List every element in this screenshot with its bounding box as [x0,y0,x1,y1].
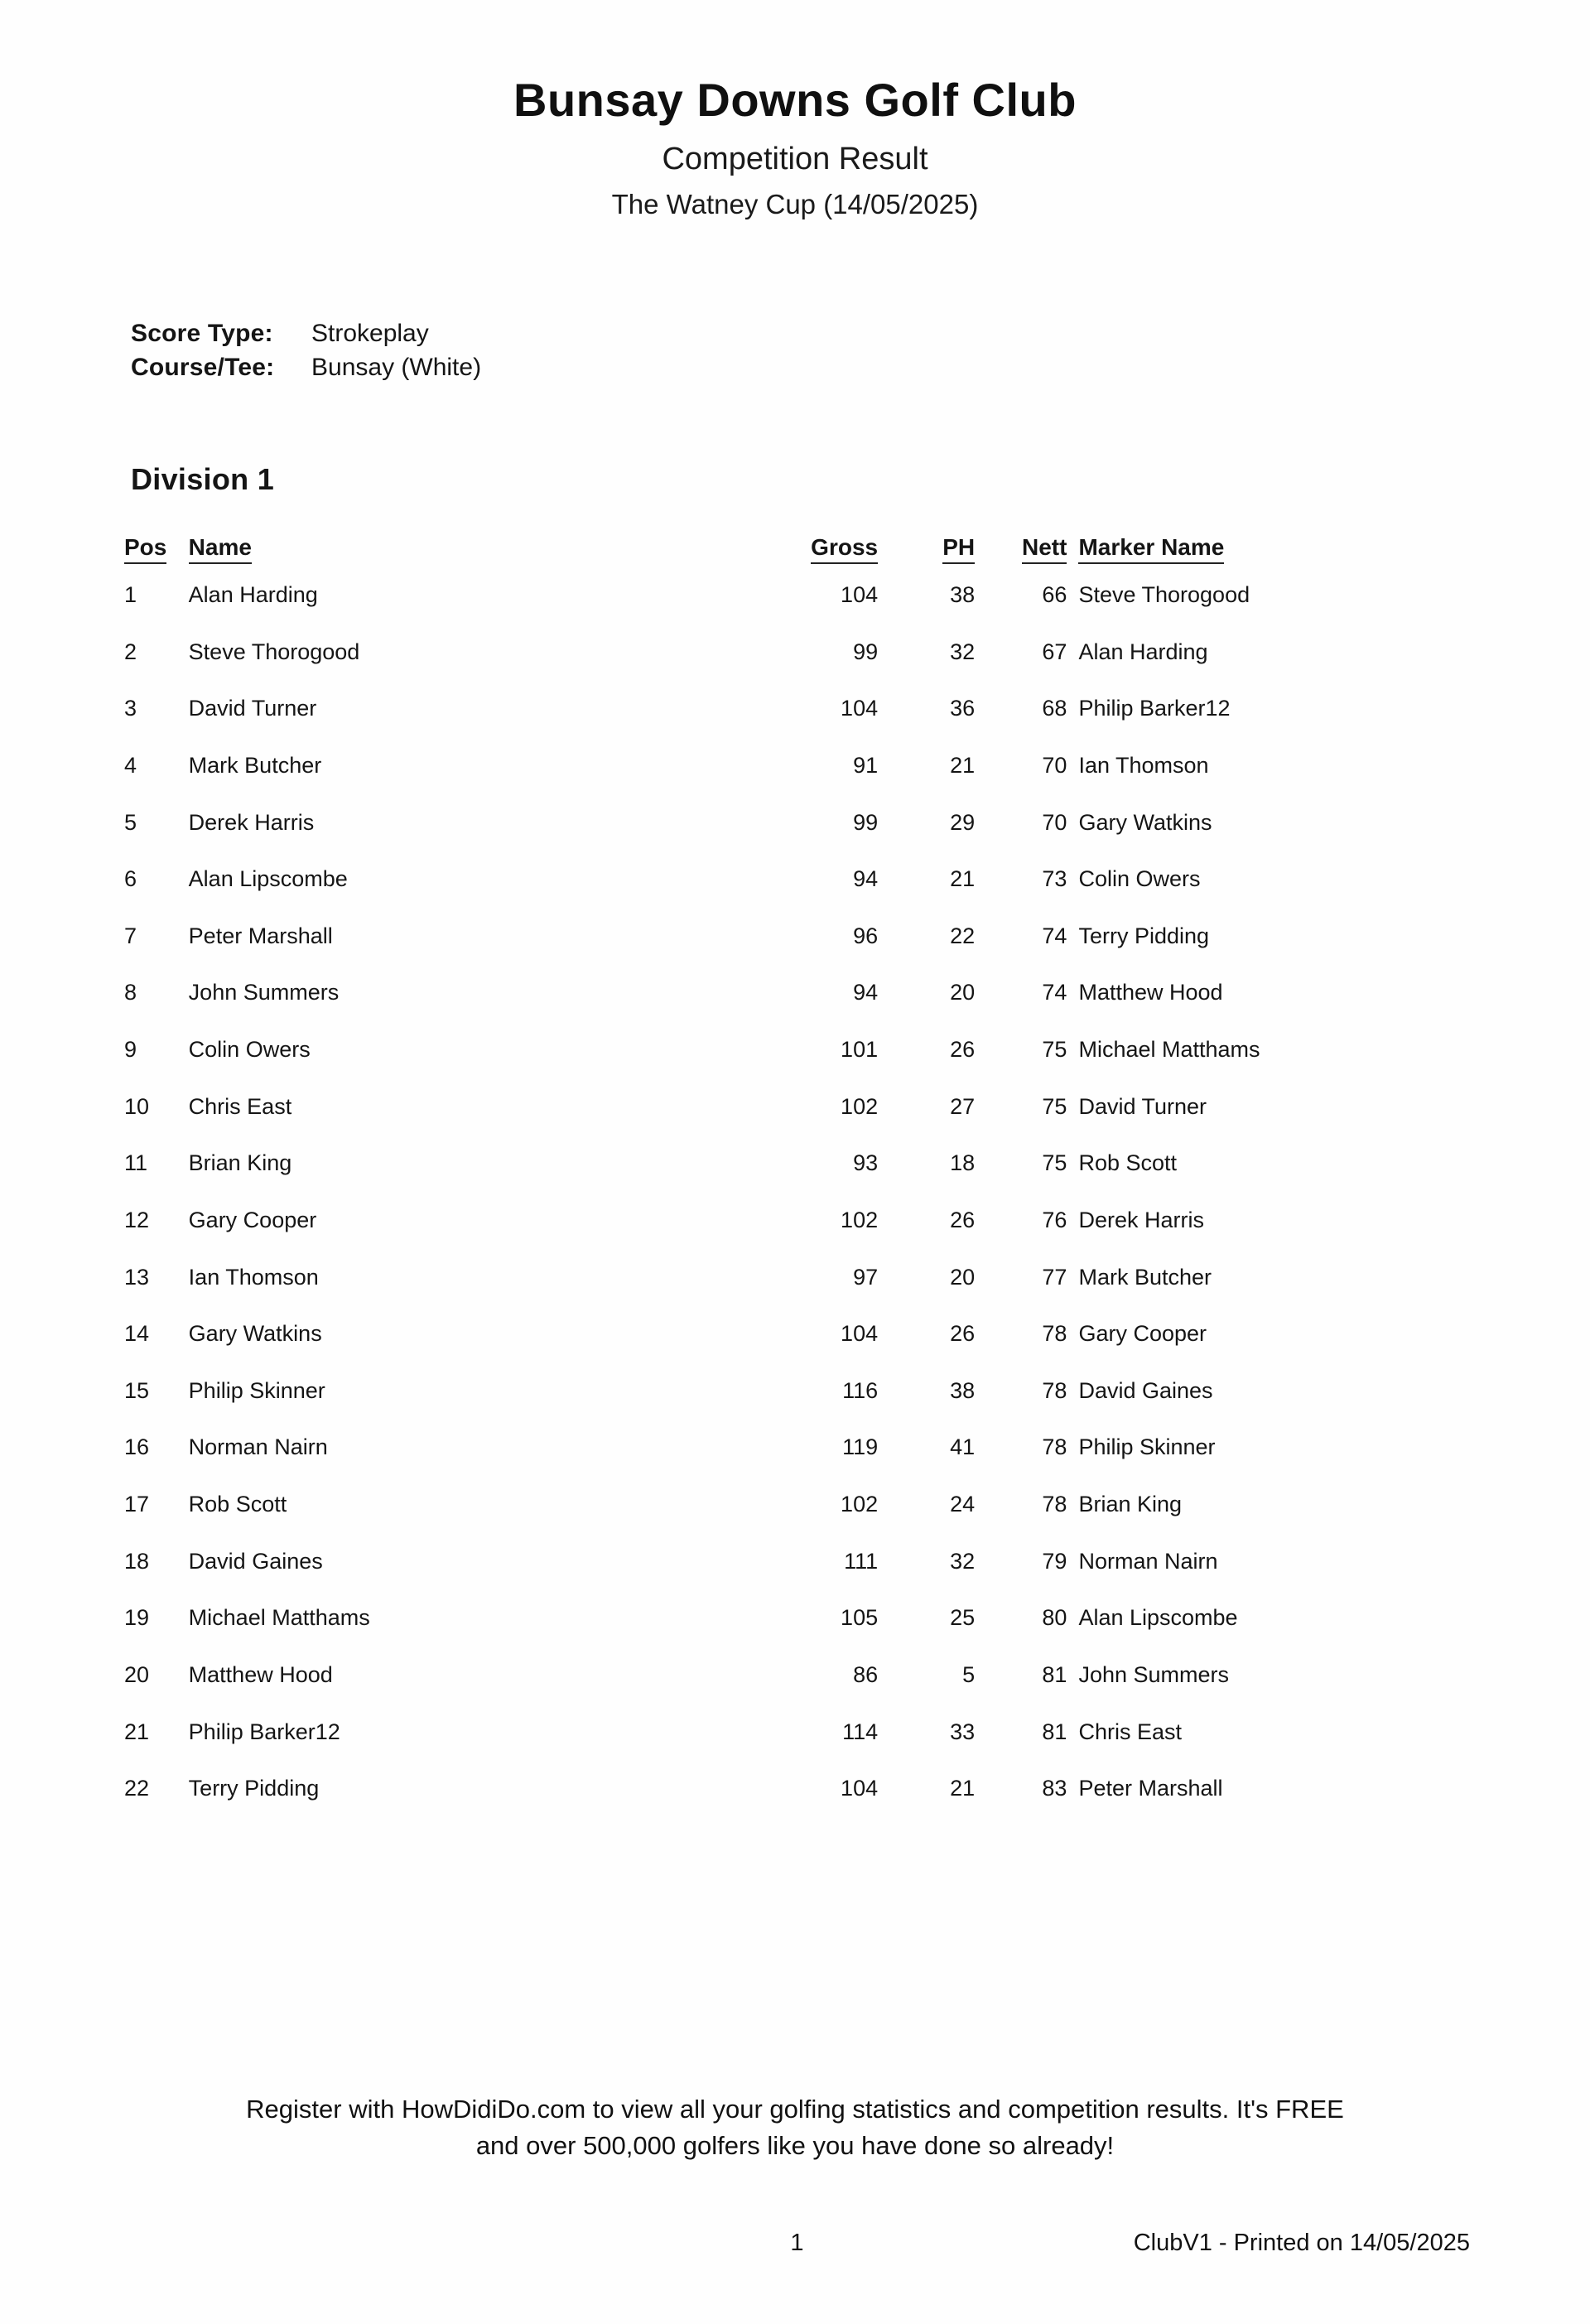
table-row [124,1704,1358,1762]
cell-pos: 1 [124,582,137,607]
cell-gross: 105 [841,1605,879,1631]
course-tee-row [131,350,481,384]
cell-nett: 81 [1042,1719,1067,1744]
cell-nett: 70 [1042,809,1067,835]
cell-nett: 78 [1042,1377,1067,1403]
cell-nett: 74 [1042,980,1067,1005]
cell-nett: 75 [1042,1037,1067,1062]
cell-ph: 32 [950,639,976,664]
cell-pos: 18 [124,1548,150,1574]
cell-nett: 77 [1042,1264,1067,1290]
column-header-name [189,534,632,567]
cell-marker: Gary Watkins [1078,809,1212,835]
division-heading: Division 1 [131,462,275,496]
cell-ph: 18 [950,1150,976,1176]
cell-pos: 9 [124,1037,137,1062]
table-row [124,965,1358,1022]
cell-marker: Matthew Hood [1078,980,1223,1005]
cell-name: Matthew Hood [188,1661,333,1687]
cell-ph: 20 [950,980,976,1005]
cell-marker: Ian Thomson [1078,752,1209,778]
cell-ph: 24 [950,1492,976,1516]
cell-name: Philip Skinner [188,1377,325,1403]
cell-gross: 93 [853,1150,879,1176]
cell-marker: Gary Cooper [1078,1321,1207,1347]
column-header-gross [632,534,878,567]
score-type-row [131,316,481,350]
cell-gross: 104 [841,1321,879,1347]
table-row [124,795,1358,852]
cell-name: Chris East [188,1093,292,1119]
cell-marker: Terry Pidding [1078,923,1210,948]
cell-name: John Summers [188,980,340,1005]
page-number: 1 [790,2230,804,2256]
cell-gross: 94 [853,980,879,1005]
column-header-pos [124,534,189,567]
cell-gross: 104 [841,696,879,721]
page-title: Bunsay Downs Golf Club [513,74,1077,126]
column-header-marker-label: Marker Name [1078,534,1224,564]
table-row [124,1761,1358,1818]
table-row [124,624,1358,682]
cell-gross: 102 [841,1492,879,1516]
table-row [124,1079,1358,1136]
table-row [124,1647,1358,1704]
cell-gross: 119 [842,1434,879,1460]
cell-pos: 8 [124,980,137,1005]
cell-name: David Gaines [188,1548,323,1574]
cell-gross: 111 [844,1548,879,1574]
cell-nett: 75 [1042,1150,1067,1176]
table-row [124,1363,1358,1420]
cell-pos: 15 [124,1377,150,1403]
cell-marker: Philip Skinner [1078,1434,1216,1460]
cell-name: Colin Owers [188,1037,311,1062]
cell-name: Michael Matthams [188,1605,370,1631]
cell-ph: 32 [950,1548,976,1574]
cell-marker: David Turner [1078,1093,1207,1119]
cell-ph: 41 [950,1434,976,1460]
cell-nett: 78 [1042,1434,1067,1460]
table-row [124,1420,1358,1477]
cell-ph: 21 [950,866,976,892]
cell-pos: 11 [124,1150,148,1176]
cell-gross: 102 [841,1207,879,1232]
document-subtitle: Competition Result [662,141,928,176]
cell-name: Gary Cooper [188,1207,317,1232]
cell-name: Norman Nairn [188,1434,328,1460]
cell-ph: 29 [950,809,976,835]
cell-gross: 101 [841,1037,879,1062]
column-header-name-label: Name [189,534,252,564]
table-row [124,1022,1358,1079]
cell-pos: 20 [124,1661,150,1687]
print-stamp: ClubV1 - Printed on 14/05/2025 [1133,2230,1470,2256]
cell-ph: 26 [950,1037,976,1062]
cell-name: Philip Barker12 [188,1719,340,1744]
cell-name: Terry Pidding [188,1776,320,1801]
table-row [124,1193,1358,1250]
cell-marker: Norman Nairn [1078,1548,1218,1574]
cell-gross: 99 [853,639,879,664]
cell-pos: 16 [124,1434,150,1460]
column-header-ph-label: PH [942,534,975,564]
cell-ph: 33 [950,1719,976,1744]
column-header-ph [878,534,975,567]
cell-pos: 5 [124,809,137,835]
cell-name: Alan Lipscombe [188,866,348,892]
cell-gross: 116 [842,1377,879,1403]
cell-marker: Colin Owers [1078,866,1201,892]
cell-ph: 22 [950,923,976,948]
cell-gross: 104 [841,582,879,607]
competition-meta [131,316,481,385]
promo-line-2: and over 500,000 golfers like you have done so already! [475,2131,1115,2161]
course-tee-label: Course/Tee: [131,354,275,382]
results-table-body [124,567,1358,1818]
cell-pos: 21 [124,1719,150,1744]
table-row [124,851,1358,909]
table-row [124,1534,1358,1591]
cell-marker: Steve Thorogood [1078,582,1250,607]
column-header-gross-label: Gross [811,534,878,564]
cell-marker: Alan Harding [1078,639,1208,664]
cell-marker: Rob Scott [1078,1150,1178,1176]
cell-gross: 104 [841,1776,879,1801]
cell-pos: 12 [124,1207,150,1232]
cell-marker: Derek Harris [1078,1207,1204,1232]
cell-marker: Mark Butcher [1078,1264,1212,1290]
cell-marker: Chris East [1078,1719,1182,1744]
cell-nett: 80 [1042,1605,1067,1631]
cell-nett: 81 [1042,1661,1067,1687]
column-header-nett-label: Nett [1022,534,1067,564]
cell-nett: 68 [1042,696,1067,721]
score-type-value: Strokeplay [311,320,429,347]
cell-name: Rob Scott [188,1492,287,1516]
cell-gross: 99 [853,809,879,835]
cell-pos: 14 [124,1321,150,1347]
cell-name: Mark Butcher [188,752,322,778]
cell-ph: 20 [950,1264,976,1290]
cell-name: David Turner [188,696,317,721]
cell-nett: 67 [1042,639,1067,664]
cell-ph: 25 [950,1605,976,1631]
cell-name: Steve Thorogood [188,639,360,664]
cell-ph: 5 [962,1661,976,1687]
column-header-pos-label: Pos [124,534,166,564]
cell-name: Gary Watkins [188,1321,322,1347]
cell-nett: 78 [1042,1321,1067,1347]
cell-marker: John Summers [1078,1661,1230,1687]
cell-ph: 26 [950,1207,976,1232]
table-row [124,1250,1358,1307]
cell-gross: 91 [853,752,879,778]
cell-nett: 76 [1042,1207,1067,1232]
table-row [124,1135,1358,1193]
cell-marker: Peter Marshall [1078,1776,1223,1801]
cell-pos: 17 [124,1492,150,1516]
promo-footer [116,2091,1474,2164]
cell-gross: 94 [853,866,879,892]
cell-marker: Brian King [1078,1492,1183,1516]
table-row [124,1306,1358,1363]
cell-nett: 66 [1042,582,1067,607]
cell-marker: Alan Lipscombe [1078,1605,1238,1631]
cell-nett: 74 [1042,923,1067,948]
results-table-header [124,534,1358,567]
cell-gross: 96 [853,923,879,948]
cell-pos: 7 [124,923,137,948]
cell-ph: 26 [950,1321,976,1347]
cell-gross: 102 [841,1093,879,1119]
table-row [124,909,1358,966]
cell-name: Brian King [188,1150,292,1176]
cell-ph: 38 [950,1377,976,1403]
table-row [124,567,1358,624]
cell-gross: 114 [842,1719,879,1744]
cell-name: Alan Harding [188,582,318,607]
cell-ph: 38 [950,582,976,607]
document-header [0,76,1590,222]
table-row [124,738,1358,795]
cell-pos: 2 [124,639,137,664]
cell-ph: 21 [950,1776,976,1801]
cell-pos: 19 [124,1605,150,1631]
table-row [124,1590,1358,1647]
cell-pos: 10 [124,1093,150,1119]
cell-pos: 13 [124,1264,150,1290]
score-type-label: Score Type: [131,320,273,347]
cell-pos: 4 [124,752,137,778]
cell-ph: 36 [950,696,976,721]
table-row [124,681,1358,738]
cell-marker: David Gaines [1078,1377,1213,1403]
cell-nett: 73 [1042,866,1067,892]
table-header-row [124,534,1358,567]
cell-name: Derek Harris [188,809,315,835]
cell-nett: 83 [1042,1776,1067,1801]
cell-pos: 6 [124,866,137,892]
competition-name-date: The Watney Cup (14/05/2025) [611,189,979,220]
cell-name: Peter Marshall [188,923,333,948]
cell-nett: 78 [1042,1492,1067,1516]
cell-nett: 75 [1042,1093,1067,1119]
cell-pos: 3 [124,696,137,721]
promo-line-1: Register with HowDidiDo.com to view all your golfing statistics and competition results. It's FREE [246,2095,1344,2124]
cell-gross: 97 [853,1264,879,1290]
course-tee-value: Bunsay (White) [311,354,482,382]
cell-ph: 27 [950,1093,976,1119]
cell-marker: Michael Matthams [1078,1037,1260,1062]
column-header-nett [975,534,1067,567]
cell-nett: 79 [1042,1548,1067,1574]
cell-nett: 70 [1042,752,1067,778]
results-table [124,534,1358,1818]
cell-ph: 21 [950,752,976,778]
cell-marker: Philip Barker12 [1078,696,1231,721]
table-row [124,1477,1358,1534]
column-header-marker [1067,534,1358,567]
cell-gross: 86 [853,1661,879,1687]
cell-name: Ian Thomson [188,1264,319,1290]
cell-pos: 22 [124,1776,150,1801]
